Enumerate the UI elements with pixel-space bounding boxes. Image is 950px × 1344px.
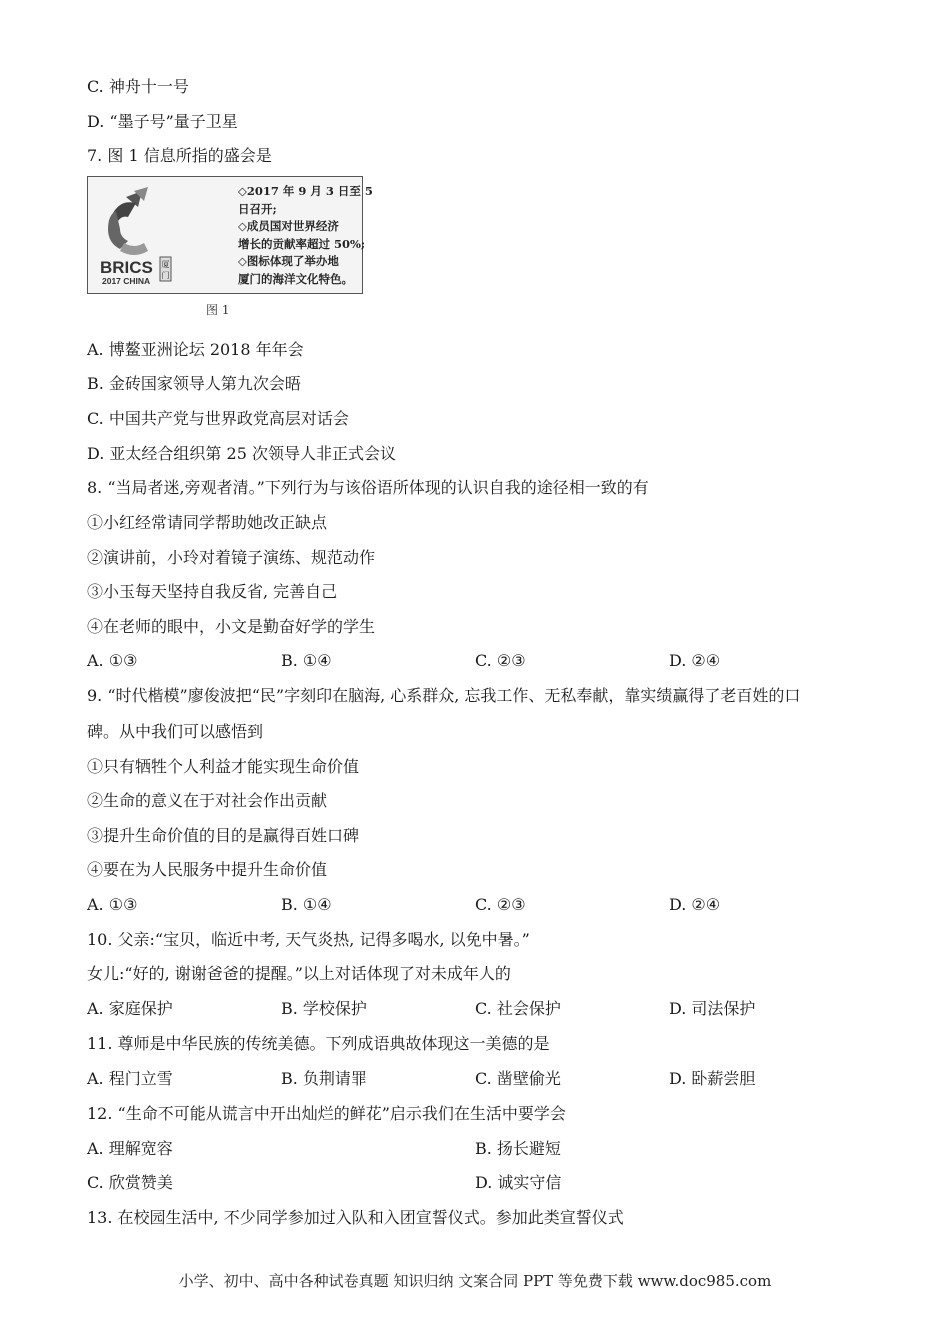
q8-option-a: A. ①③ bbox=[87, 651, 138, 670]
q10-option-b: B. 学校保护 bbox=[281, 999, 367, 1018]
question-11-stem: 11. 尊师是中华民族的传统美德。下列成语典故体现这一美德的是 bbox=[87, 1034, 550, 1053]
q9-option-b: B. ①④ bbox=[281, 895, 332, 914]
q9-statement-4: ④要在为人民服务中提升生命价值 bbox=[87, 860, 328, 879]
question-13-stem: 13. 在校园生活中, 不少同学参加过入队和入团宣誓仪式。参加此类宣誓仪式 bbox=[87, 1208, 624, 1227]
page-footer: 小学、初中、高中各种试卷真题 知识归纳 文案合同 PPT 等免费下载 www.doc985.com bbox=[178, 1272, 772, 1290]
question-10-stem: 10. 父亲:“宝贝，临近中考, 天气炎热, 记得多喝水, 以免中暑。” bbox=[87, 930, 530, 949]
q7-option-d: D. 亚太经合组织第 25 次领导人非正式会议 bbox=[87, 444, 396, 463]
brics-logo-icon bbox=[98, 185, 186, 285]
q10-option-a: A. 家庭保护 bbox=[87, 999, 173, 1018]
q8-statement-1: ①小红经常请同学帮助她改正缺点 bbox=[87, 513, 328, 532]
q8-option-b: B. ①④ bbox=[281, 651, 332, 670]
q9-option-a: A. ①③ bbox=[87, 895, 138, 914]
q7-option-b: B. 金砖国家领导人第九次会晤 bbox=[87, 374, 301, 393]
question-7-stem: 7. 图 1 信息所指的盛会是 bbox=[87, 146, 272, 165]
option-d-line: D. “墨子号”量子卫星 bbox=[87, 112, 238, 131]
q11-option-d: D. 卧薪尝胆 bbox=[669, 1069, 756, 1088]
q8-statement-4: ④在老师的眼中，小文是勤奋好学的学生 bbox=[87, 617, 376, 636]
figure-text-line: ◇图标体现了举办地 bbox=[238, 254, 339, 268]
q11-option-a: A. 程门立雪 bbox=[87, 1069, 173, 1088]
q12-option-b: B. 扬长避短 bbox=[475, 1139, 561, 1158]
logo-sub: 2017 CHINA bbox=[102, 276, 151, 285]
question-10-stem-cont: 女儿:“好的, 谢谢爸爸的提醒。”以上对话体现了对未成年人的 bbox=[87, 964, 511, 983]
figure-text-line: 增长的贡献率超过 50%; bbox=[238, 236, 366, 251]
q10-option-d: D. 司法保护 bbox=[669, 999, 756, 1018]
q11-option-c: C. 凿壁偷光 bbox=[475, 1069, 561, 1088]
q12-option-a: A. 理解宽容 bbox=[87, 1139, 173, 1158]
q9-option-c: C. ②③ bbox=[475, 895, 526, 914]
figure-text-line: ◇成员国对世界经济 bbox=[238, 219, 339, 233]
logo-side-1: 厦 bbox=[161, 260, 170, 269]
q11-option-b: B. 负荆请罪 bbox=[281, 1069, 367, 1088]
q9-statement-2: ②生命的意义在于对社会作出贡献 bbox=[87, 791, 328, 810]
q7-option-c: C. 中国共产党与世界政党高层对话会 bbox=[87, 409, 349, 428]
q9-option-d: D. ②④ bbox=[669, 895, 721, 914]
figure-text-line: 厦门的海洋文化特色。 bbox=[238, 271, 353, 286]
q12-option-d: D. 诚实守信 bbox=[475, 1173, 562, 1192]
logo-text: BRICS bbox=[100, 258, 153, 277]
q8-statement-3: ③小玉每天坚持自我反省, 完善自己 bbox=[87, 582, 338, 601]
logo-side-2: 门 bbox=[161, 271, 170, 280]
figure-text-line: ◇2017 年 9 月 3 日至 5 bbox=[238, 184, 373, 198]
q8-statement-2: ②演讲前，小玲对着镜子演练、规范动作 bbox=[87, 548, 376, 567]
q8-option-c: C. ②③ bbox=[475, 651, 526, 670]
question-9-stem: 9. “时代楷模”廖俊波把“民”字刻印在脑海, 心系群众, 忘我工作、无私奉献，靠实绩赢得了老百姓的口 bbox=[87, 686, 801, 705]
figure-1 bbox=[87, 176, 373, 294]
q7-option-a: A. 博鳌亚洲论坛 2018 年年会 bbox=[87, 340, 304, 359]
option-c-line: C. 神舟十一号 bbox=[87, 77, 189, 96]
q9-statement-3: ③提升生命价值的目的是赢得百姓口碑 bbox=[87, 826, 360, 845]
figure-text-line: 日召开; bbox=[238, 201, 277, 216]
q8-option-d: D. ②④ bbox=[669, 651, 721, 670]
question-8-stem: 8. “当局者迷,旁观者清。”下列行为与该俗语所体现的认识自我的途径相一致的有 bbox=[87, 478, 649, 497]
q12-option-c: C. 欣赏赞美 bbox=[87, 1173, 173, 1192]
question-9-stem-cont: 碑。从中我们可以感悟到 bbox=[87, 722, 264, 741]
q9-statement-1: ①只有牺牲个人利益才能实现生命价值 bbox=[87, 757, 360, 776]
figure-text bbox=[238, 183, 373, 288]
figure-caption: 图 1 bbox=[206, 303, 230, 317]
question-12-stem: 12. “生命不可能从谎言中开出灿烂的鲜花”启示我们在生活中要学会 bbox=[87, 1104, 566, 1123]
q10-option-c: C. 社会保护 bbox=[475, 999, 561, 1018]
